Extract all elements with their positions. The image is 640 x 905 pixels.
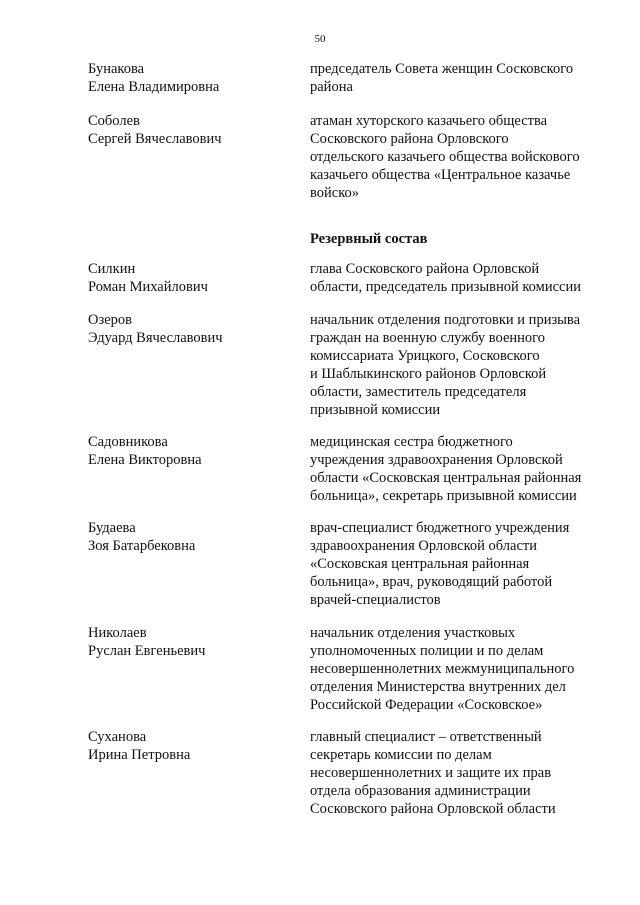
member-surname: Соболев xyxy=(88,113,140,129)
member-given-names: Руслан Евгеньевич xyxy=(88,643,206,659)
position-line: «Сосковская центральная районная xyxy=(310,556,530,572)
member-name xyxy=(88,728,288,764)
position-line: атаман хуторского казачьего общества xyxy=(310,113,548,129)
member-given-names: Роман Михайлович xyxy=(88,279,208,295)
member-given-names: Елена Викторовна xyxy=(88,452,202,468)
member-surname: Суханова xyxy=(88,729,147,745)
position-line: учреждения здравоохранения Орловской xyxy=(310,452,563,468)
member-position xyxy=(310,60,610,96)
member-name xyxy=(88,60,288,96)
position-line: больница», секретарь призывной комиссии xyxy=(310,488,577,504)
position-line: глава Сосковского района Орловской xyxy=(310,261,540,277)
position-line: уполномоченных полиции и по делам xyxy=(310,643,544,659)
member-position xyxy=(310,624,610,714)
member-position xyxy=(310,728,610,818)
member-name xyxy=(88,311,288,347)
position-line: войско» xyxy=(310,185,360,201)
member-position xyxy=(310,260,610,296)
position-line: медицинская сестра бюджетного xyxy=(310,434,513,450)
position-line: врачей-специалистов xyxy=(310,592,441,608)
member-position xyxy=(310,433,610,505)
member-surname: Бунакова xyxy=(88,61,145,77)
position-line: района xyxy=(310,79,353,95)
member-given-names: Ирина Петровна xyxy=(88,747,191,763)
position-line: главный специалист – ответственный xyxy=(310,729,542,745)
position-line: начальник отделения подготовки и призыва xyxy=(310,312,581,328)
member-surname: Будаева xyxy=(88,520,136,536)
position-line: казачьего общества «Центральное казачье xyxy=(310,167,571,183)
member-position xyxy=(310,311,610,419)
member-position xyxy=(310,519,610,609)
member-name xyxy=(88,112,288,148)
position-line: начальник отделения участковых xyxy=(310,625,516,641)
position-line: отдела образования администрации xyxy=(310,783,531,799)
member-name xyxy=(88,519,288,555)
position-line: области, заместитель председателя xyxy=(310,384,527,400)
position-line: области «Сосковская центральная районная xyxy=(310,470,582,486)
position-line: секретарь комиссии по делам xyxy=(310,747,492,763)
member-surname: Силкин xyxy=(88,261,136,277)
member-given-names: Зоя Батарбековна xyxy=(88,538,196,554)
member-surname: Озеров xyxy=(88,312,132,328)
member-surname: Николаев xyxy=(88,625,147,641)
position-line: и Шаблыкинского районов Орловской xyxy=(310,366,547,382)
position-line: Сосковского района Орловской области xyxy=(310,801,556,817)
position-line: больница», врач, руководящий работой xyxy=(310,574,553,590)
position-line: председатель Совета женщин Сосковского xyxy=(310,61,574,77)
position-line: комиссариата Урицкого, Сосковского xyxy=(310,348,540,364)
position-line: области, председатель призывной комиссии xyxy=(310,279,581,295)
member-surname: Садовникова xyxy=(88,434,168,450)
member-name xyxy=(88,260,288,296)
position-line: несовершеннолетних межмуниципального xyxy=(310,661,575,677)
position-line: Сосковского района Орловского xyxy=(310,131,509,147)
section-title: Резервный состав xyxy=(310,231,428,247)
member-position xyxy=(310,112,610,202)
member-name xyxy=(88,624,288,660)
position-line: несовершеннолетних и защите их прав xyxy=(310,765,552,781)
member-name xyxy=(88,433,288,469)
position-line: отделения Министерства внутренних дел xyxy=(310,679,566,695)
position-line: граждан на военную службу военного xyxy=(310,330,545,346)
member-given-names: Сергей Вячеславович xyxy=(88,131,222,147)
member-given-names: Эдуард Вячеславович xyxy=(88,330,223,346)
position-line: отдельского казачьего общества войскового xyxy=(310,149,580,165)
member-given-names: Елена Владимировна xyxy=(88,79,220,95)
position-line: Российской Федерации «Сосковское» xyxy=(310,697,543,713)
page-number: 50 xyxy=(314,33,326,45)
position-line: призывной комиссии xyxy=(310,402,441,418)
position-line: врач-специалист бюджетного учреждения xyxy=(310,520,570,536)
position-line: здравоохранения Орловской области xyxy=(310,538,537,554)
